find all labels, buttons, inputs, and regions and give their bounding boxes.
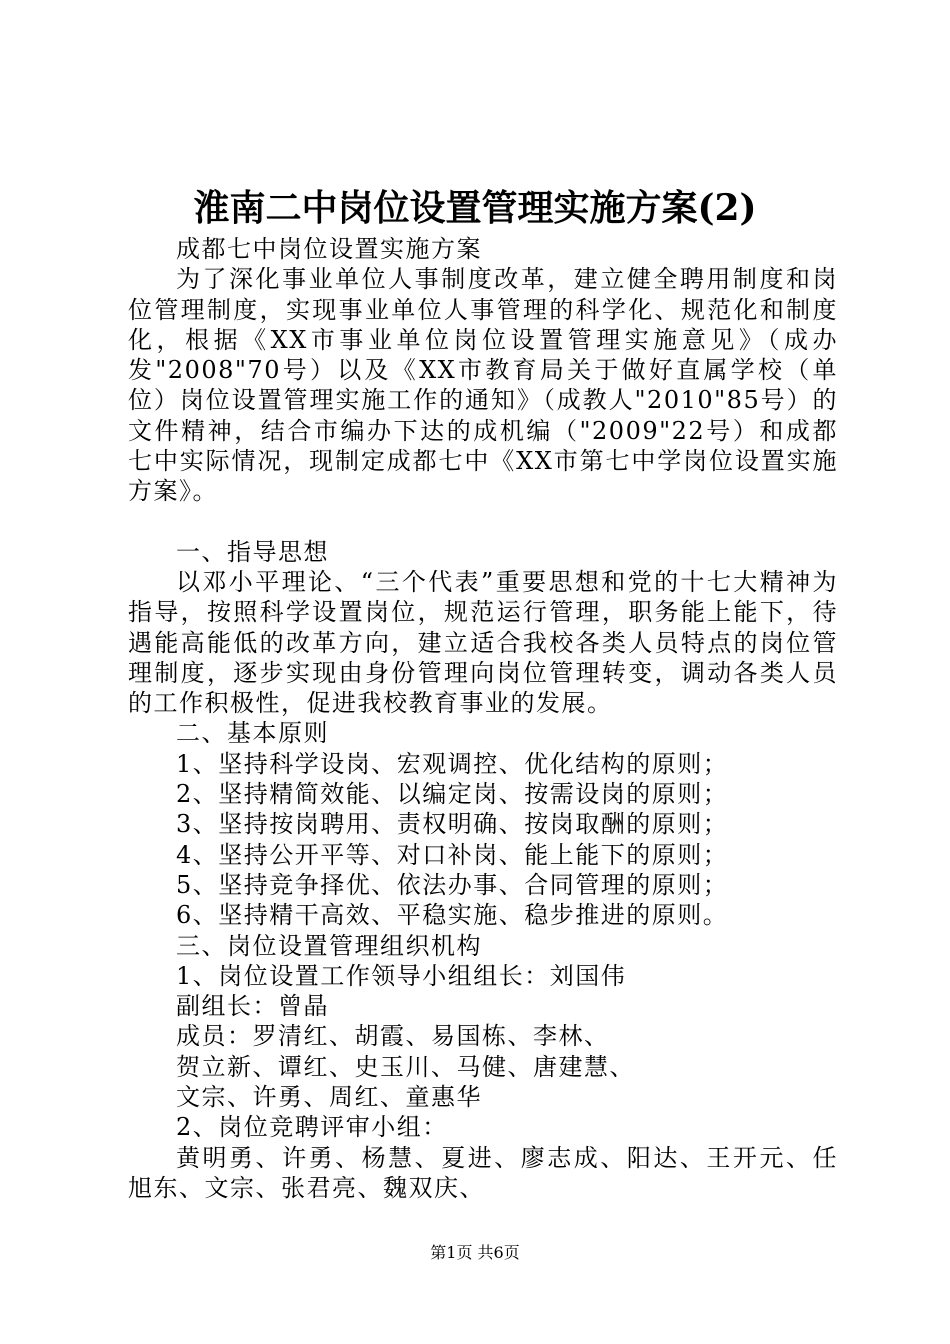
paragraph-gap bbox=[128, 507, 838, 537]
principle-item: 3、坚持按岗聘用、责权明确、按岗取酬的原则； bbox=[176, 810, 729, 839]
principle-item: 5、坚持竞争择优、依法办事、合同管理的原则； bbox=[176, 870, 729, 899]
review-group-heading: 2、岗位竞聘评审小组： bbox=[176, 1113, 448, 1142]
principle-item: 2、坚持精简效能、以编定岗、按需设岗的原则； bbox=[176, 780, 729, 809]
members-line: 贺立新、谭红、史玉川、马健、唐建慧、 bbox=[176, 1052, 635, 1081]
section-heading-organization: 三、岗位设置管理组织机构 bbox=[176, 931, 482, 960]
leader-line: 1、岗位设置工作领导小组组长：刘国伟 bbox=[176, 961, 627, 990]
principle-item: 6、坚持精干高效、平稳实施、稳步推进的原则。 bbox=[176, 901, 729, 930]
deputy-leader-line: 副组长：曾晶 bbox=[176, 992, 329, 1021]
section-heading-guiding-ideology: 一、指导思想 bbox=[176, 537, 329, 566]
principle-item: 1、坚持科学设岗、宏观调控、优化结构的原则； bbox=[176, 749, 729, 778]
section-heading-basic-principles: 二、基本原则 bbox=[176, 719, 329, 748]
members-line: 文宗、许勇、周红、童惠华 bbox=[176, 1083, 482, 1112]
principle-item: 4、坚持公开平等、对口补岗、能上能下的原则； bbox=[176, 840, 729, 869]
review-group-members: 黄明勇、许勇、杨慧、夏进、廖志成、阳达、王开元、任旭东、文宗、张君亮、魏双庆、 bbox=[128, 1143, 838, 1202]
plan-subtitle: 成都七中岗位设置实施方案 bbox=[176, 235, 482, 263]
document-title: 淮南二中岗位设置管理实施方案(2) bbox=[193, 187, 757, 229]
guiding-ideology-paragraph: 以邓小平理论、“三个代表”重要思想和党的十七大精神为指导，按照科学设置岗位，规范运行管理，职务能上能下，待遇能高能低的改革方向，建立适合我校各类人员特点的岗位管理制度，逐步实现由身份管理向岗位管理转变，调动各类人员的工作积极性，促进我校教育事业的发展。 bbox=[128, 567, 838, 718]
members-line: 成员：罗清红、胡霞、易国栋、李林、 bbox=[176, 1022, 610, 1051]
intro-paragraph: 为了深化事业单位人事制度改革，建立健全聘用制度和岗位管理制度，实现事业单位人事管理的科学化、规范化和制度化，根据《XX市事业单位岗位设置管理实施意见》（成办发"2008"70号）以及《XX市教育局关于做好直属学校（单位）岗位设置管理实施工作的通知》（成教人"2010"85号）的文件精神，结合市编办下达的成机编（"2009"22号）和成都七中实际情况，现制定成都七中《XX市第七中学岗位设置实施方案》。 bbox=[128, 265, 838, 506]
document-body bbox=[128, 234, 838, 1203]
page-footer: 第1页 共6页 bbox=[430, 1243, 520, 1262]
